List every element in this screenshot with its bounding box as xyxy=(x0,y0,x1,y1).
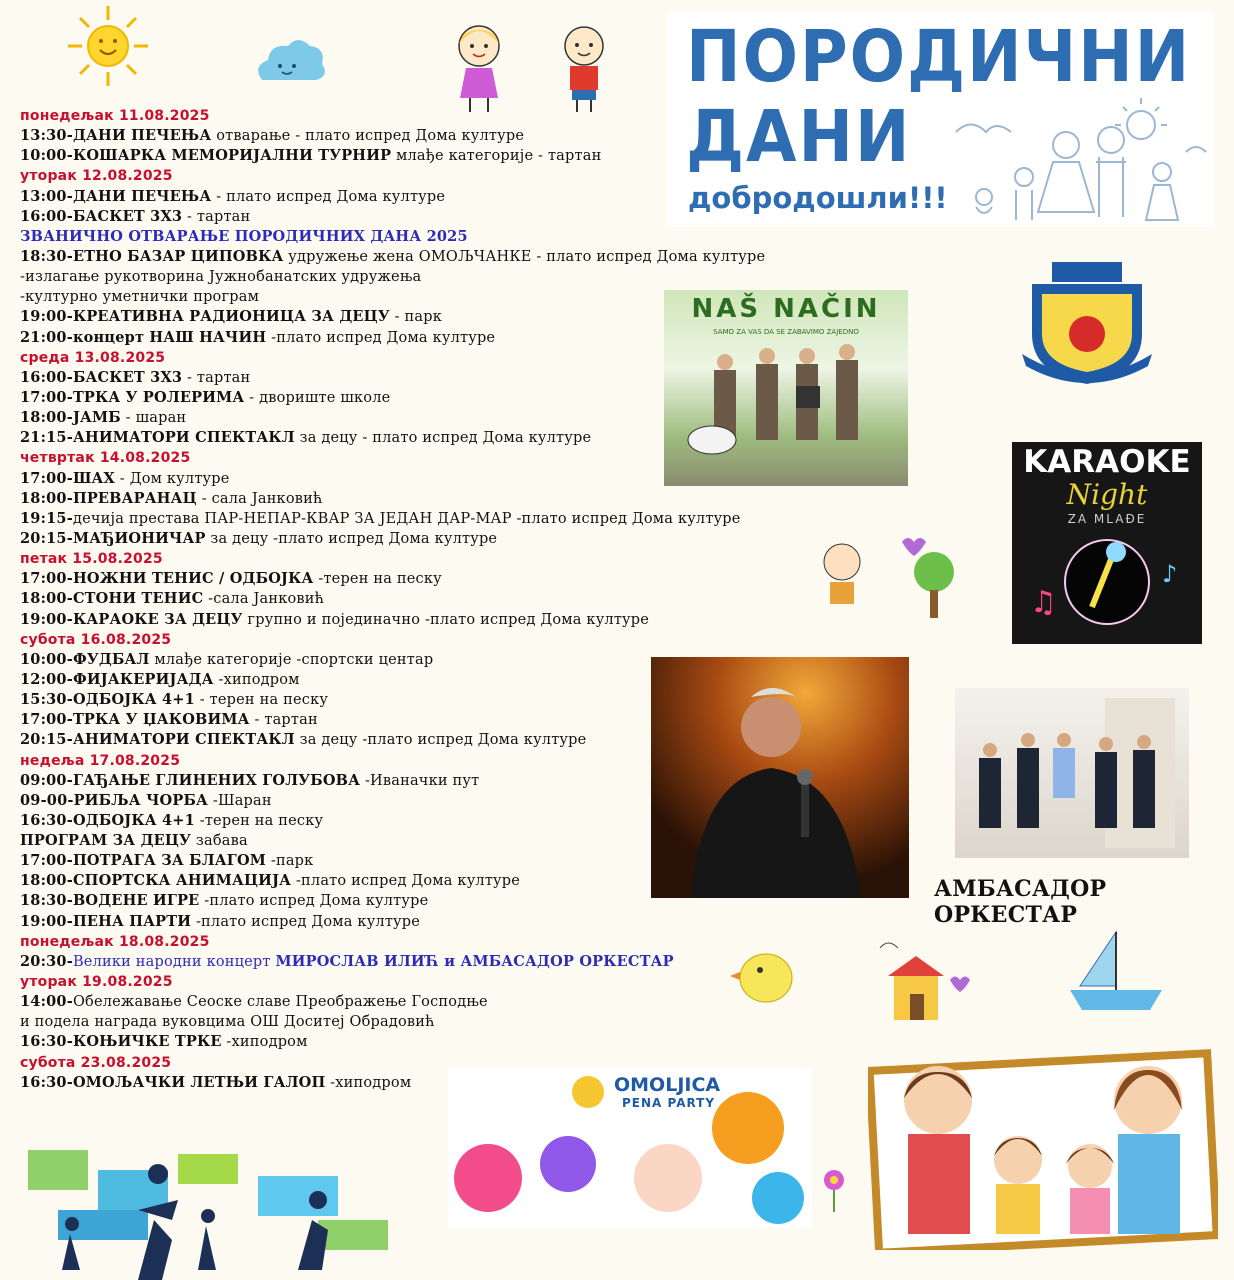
omoljica-crest-icon xyxy=(1012,254,1162,388)
event-title: НОЖНИ ТЕНИС / ОДБОЈКА xyxy=(72,570,314,588)
event-location: -културно уметнички програм xyxy=(20,289,260,306)
ambasador-band-photo xyxy=(955,688,1189,858)
event-title: ТРКА У ЏАКОВИМА xyxy=(72,711,250,729)
microphone-icon xyxy=(1012,442,1202,644)
singer-silhouette-icon xyxy=(651,657,909,898)
schedule-line xyxy=(20,509,820,529)
event-time: 16:00- xyxy=(20,368,73,386)
bird-icon xyxy=(726,940,806,1010)
event-title: КОШАРКА МЕМОРИЈАЛНИ ТУРНИР xyxy=(72,147,392,165)
schedule-line xyxy=(20,569,820,589)
ambasador-caption: АМБАСАДОР ОРКЕСТАР xyxy=(934,876,1107,928)
karaoke-title: KARAOKE xyxy=(1023,444,1191,480)
schedule-line xyxy=(20,126,820,146)
event-time: 19:00- xyxy=(20,912,73,930)
sports-silhouettes-icon xyxy=(18,1140,408,1280)
event-time: 18:00- xyxy=(20,590,73,608)
event-location: -терен на песку xyxy=(313,571,442,588)
event-location: - тартан xyxy=(249,712,318,729)
title-line-2: ДАНИ xyxy=(686,95,912,178)
event-time: 09-00- xyxy=(20,791,74,809)
pena-party-subtitle: PENA PARTY xyxy=(622,1096,716,1110)
title-line-1: ПОРОДИЧНИ xyxy=(686,15,1192,98)
event-title: ДАНИ ПЕЧЕЊА xyxy=(72,187,212,205)
schedule-line xyxy=(20,952,820,972)
boy-doodle-icon xyxy=(552,20,616,114)
singer-photo xyxy=(651,657,909,898)
event-title: ПОТРАГА ЗА БЛАГОМ xyxy=(72,852,267,870)
pena-party-banner xyxy=(448,1068,812,1228)
event-location: -плато испред Дома културе xyxy=(266,329,496,346)
event-time: 13:00- xyxy=(20,187,73,205)
cloud-icon xyxy=(250,36,326,92)
event-time: 21:00- xyxy=(20,328,73,346)
event-time: 18:00- xyxy=(20,872,73,890)
event-title: РИБЉА ЧОРБА xyxy=(73,791,209,809)
schedule-date: уторак 19.08.2025 xyxy=(20,974,173,991)
event-title: ПРОГРАМ ЗА ДЕЦУ xyxy=(20,832,192,850)
event-time: 20:30- xyxy=(20,952,73,970)
event-time: 18:30- xyxy=(20,892,73,910)
event-location: - тартан xyxy=(182,369,251,386)
event-time: 17:00- xyxy=(20,570,73,588)
event-location: - двориште школе xyxy=(244,389,391,406)
family-frame-icon xyxy=(868,1040,1218,1250)
schedule-date: понедељак 11.08.2025 xyxy=(20,108,210,124)
event-title: ПЕНА ПАРТИ xyxy=(72,912,192,930)
schedule-line xyxy=(20,267,820,287)
schedule-date: петак 15.08.2025 xyxy=(20,551,163,568)
event-location: - плато испред Дома културе xyxy=(211,188,446,205)
event-title: ЕТНО БАЗАР ЦИПОВКА xyxy=(72,247,284,265)
event-time: 19:15- xyxy=(20,509,73,527)
event-location: -хиподром xyxy=(221,1034,308,1051)
event-time: 16:30- xyxy=(20,1033,73,1051)
event-location: удружење жена ОМОЉЧАНКЕ - плато испред Дома културе xyxy=(283,248,766,265)
event-time: 12:00- xyxy=(20,670,73,688)
band-members-icon xyxy=(664,290,908,486)
event-title: ФИЈАКЕРИЈАДА xyxy=(72,670,214,688)
event-location: млађе категорије -спортски центар xyxy=(149,651,434,668)
event-title: ФУДБАЛ xyxy=(72,650,150,668)
event-location: -плато испред Дома културе xyxy=(199,893,429,910)
event-time: 10:00- xyxy=(20,147,73,165)
event-title: СПОРТСКА АНИМАЦИЈА xyxy=(72,872,292,890)
event-time: 21:15- xyxy=(20,429,73,447)
nas-nacin-subtitle: SAMO ZA VAS DA SE ZABAVIMO ZAJEDNO xyxy=(713,328,859,336)
event-title: ВОДЕНЕ ИГРЕ xyxy=(72,892,200,910)
event-location: -излагање рукотворина Јужнобанатских удружења xyxy=(20,269,422,286)
event-time: 15:30- xyxy=(20,691,73,709)
flower-icon xyxy=(814,1166,854,1216)
event-location: млађе категорије - тартан xyxy=(391,148,602,165)
event-title: ОДБОЈКА 4+1 xyxy=(72,691,195,709)
schedule-date: уторак 12.08.2025 xyxy=(20,168,173,185)
schedule-line xyxy=(20,1012,820,1032)
event-time: 16:30- xyxy=(20,811,73,829)
schedule-line xyxy=(20,589,820,609)
event-time: 17:00- xyxy=(20,852,73,870)
schedule-date: среда 13.08.2025 xyxy=(20,349,166,366)
nas-nacin-band-photo xyxy=(664,290,908,486)
event-time: 18:00- xyxy=(20,409,73,427)
schedule-date: недеља 17.08.2025 xyxy=(20,752,181,769)
event-location: за децу - плато испред Дома културе xyxy=(294,430,592,447)
event-location: за децу -плато испред Дома културе xyxy=(205,530,498,547)
svg-text:♪: ♪ xyxy=(1162,560,1178,588)
event-time: 13:30- xyxy=(20,127,73,145)
event-location: -Иваначки пут xyxy=(360,772,480,789)
event-location: -хиподром xyxy=(325,1074,412,1091)
schedule-line xyxy=(20,207,820,227)
event-lead: Велики народни концерт xyxy=(72,953,276,970)
sailboat-icon xyxy=(1066,928,1166,1018)
svg-text:♫: ♫ xyxy=(1030,585,1057,620)
schedule-line: ЗВАНИЧНО ОТВАРАЊЕ ПОРОДИЧНИХ ДАНА 2025 xyxy=(20,227,468,245)
event-location: групно и појединачно -плато испред Дома културе xyxy=(242,611,650,628)
event-time: 19:00- xyxy=(20,610,73,628)
event-title: ТРКА У РОЛЕРИМА xyxy=(72,388,245,406)
event-time: 09:00- xyxy=(20,771,73,789)
schedule-line xyxy=(20,247,820,267)
event-time: 14:00- xyxy=(20,993,73,1011)
event-title: ДАНИ ПЕЧЕЊА xyxy=(72,127,212,145)
event-title: концерт НАШ НАЧИН xyxy=(72,328,267,346)
event-location: -терен на песку xyxy=(194,812,324,829)
event-location: -хиподром xyxy=(213,671,300,688)
event-location: -Шаран xyxy=(208,792,272,809)
schedule-date: субота 23.08.2025 xyxy=(20,1054,172,1071)
event-title: ОДБОЈКА 4+1 xyxy=(72,811,195,829)
event-time: 18:30- xyxy=(20,247,73,265)
event-title: АНИМАТОРИ СПЕКТАКЛ xyxy=(72,429,295,447)
kids-tree-icon xyxy=(812,530,972,624)
event-location: за децу -плато испред Дома културе xyxy=(294,732,587,749)
event-time: 17:00- xyxy=(20,388,73,406)
karaoke-night-poster xyxy=(1012,442,1202,644)
event-title: БАСКЕТ 3Х3 xyxy=(72,207,183,225)
schedule-line xyxy=(20,489,820,509)
event-time: 16:30- xyxy=(20,1073,73,1091)
event-time: 17:00- xyxy=(20,711,73,729)
event-title: АНИМАТОРИ СПЕКТАКЛ xyxy=(72,731,295,749)
event-title: ГАЂАЊЕ ГЛИНЕНИХ ГОЛУБОВА xyxy=(72,771,361,789)
event-location: - шаран xyxy=(120,410,187,427)
house-icon xyxy=(866,936,976,1028)
event-time: 19:00- xyxy=(20,308,73,326)
event-location: -сала Јанковић xyxy=(203,591,325,608)
event-title: ШАХ xyxy=(72,469,115,487)
pena-party-title: OMOLJICA xyxy=(614,1074,721,1096)
event-location: -плато испред Дома културе xyxy=(191,913,421,930)
event-location: дечија престава ПАР-НЕПАР-КВАР ЗА ЈЕДАН ДАР-МАР -плато испред Дома културе xyxy=(72,510,741,527)
karaoke-subtitle: ZA MLAĐE xyxy=(1067,512,1147,526)
schedule-line xyxy=(20,610,820,630)
schedule-line xyxy=(20,146,820,166)
event-time: 20:15- xyxy=(20,731,73,749)
event-location: Обележавање Сеоске славе Преображење Господње xyxy=(72,994,488,1011)
event-location: -парк xyxy=(266,853,314,870)
karaoke-night-label: Night xyxy=(1066,478,1148,511)
event-title: МИРОСЛАВ ИЛИЋ и АМБАСАДОР ОРКЕСТАР xyxy=(275,952,674,970)
schedule-line xyxy=(20,1032,820,1052)
event-location: - Дом културе xyxy=(114,470,230,487)
nas-nacin-title: NAŠ NAČIN xyxy=(691,294,881,324)
schedule-line xyxy=(20,529,820,549)
event-location: забава xyxy=(191,833,248,850)
event-location: - сала Јанковић xyxy=(196,490,323,507)
event-location: -плато испред Дома културе xyxy=(291,873,521,890)
event-title: ПРЕВАРАНАЦ xyxy=(72,489,197,507)
event-title: БАСКЕТ 3Х3 xyxy=(72,368,183,386)
girl-doodle-icon xyxy=(446,18,512,114)
event-location: отварање - плато испред Дома културе xyxy=(211,128,525,145)
event-location: - тартан xyxy=(182,208,251,225)
schedule-list xyxy=(20,106,820,1093)
event-time: 16:00- xyxy=(20,207,73,225)
schedule-line xyxy=(20,187,820,207)
event-time: 17:00- xyxy=(20,469,73,487)
event-location: и подела награда вуковцима ОШ Доситеј Обрадовић xyxy=(20,1014,435,1031)
event-title: КАРАОКЕ ЗА ДЕЦУ xyxy=(72,610,243,628)
event-title: МАЂИОНИЧАР xyxy=(72,529,206,547)
schedule-line xyxy=(20,992,820,1012)
event-title: КРЕАТИВНА РАДИОНИЦА ЗА ДЕЦУ xyxy=(72,308,390,326)
sun-icon xyxy=(62,4,154,88)
event-title: СТОНИ ТЕНИС xyxy=(72,590,204,608)
event-title: КОЊИЧКЕ ТРКЕ xyxy=(72,1033,222,1051)
title-welcome: добродошли!!! xyxy=(688,181,948,215)
schedule-date: субота 16.08.2025 xyxy=(20,631,172,648)
event-time: 20:15- xyxy=(20,529,73,547)
band-members-icon xyxy=(955,688,1189,858)
schedule-date: четвртак 14.08.2025 xyxy=(20,450,191,467)
event-location: - терен на песку xyxy=(194,692,329,709)
event-time: 18:00- xyxy=(20,489,73,507)
schedule-line xyxy=(20,912,820,932)
event-location: - парк xyxy=(389,309,443,326)
event-time: 10:00- xyxy=(20,650,73,668)
schedule-date: понедељак 18.08.2025 xyxy=(20,933,210,950)
event-title: ЈАМБ xyxy=(72,409,121,427)
event-title: ОМОЉАЧКИ ЛЕТЊИ ГАЛОП xyxy=(72,1073,326,1091)
